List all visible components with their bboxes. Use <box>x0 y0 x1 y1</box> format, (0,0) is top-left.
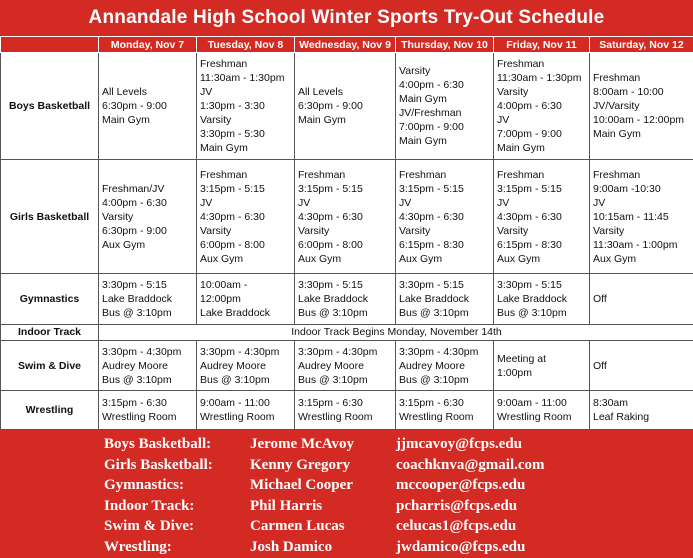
contact-row <box>0 455 693 476</box>
contact-row <box>0 516 693 537</box>
table-row <box>1 340 693 391</box>
contact-coach: Kenny Gregory <box>250 456 351 473</box>
schedule-cell: 3:30pm - 4:30pm Audrey Moore Bus @ 3:10pm <box>99 340 197 391</box>
sport-label: Boys Basketball <box>1 53 99 160</box>
sport-label: Girls Basketball <box>1 160 99 274</box>
schedule-cell: Freshman 8:00am - 10:00 JV/Varsity 10:00am - 12:00pm Main Gym <box>590 53 693 160</box>
contact-sport: Swim & Dive: <box>104 518 194 534</box>
schedule-cell: 3:15pm - 6:30 Wrestling Room <box>396 391 494 430</box>
contact-coach: Carmen Lucas <box>250 518 345 534</box>
contact-email: coachknva@gmail.com <box>396 456 545 473</box>
day-header: Thursday, Nov 10 <box>396 37 494 53</box>
contact-coach: Jerome McAvoy <box>250 436 354 452</box>
schedule-cell: Varsity 4:00pm - 6:30 Main Gym JV/Freshman 7:00pm - 9:00 Main Gym <box>396 53 494 160</box>
day-header: Friday, Nov 11 <box>494 37 590 53</box>
schedule-cell: 3:30pm - 5:15 Lake Braddock Bus @ 3:10pm <box>295 273 396 324</box>
contact-coach: Michael Cooper <box>250 477 353 493</box>
sport-label: Wrestling <box>1 391 99 430</box>
contact-row <box>0 537 693 558</box>
contact-coach: Phil Harris <box>250 497 323 514</box>
schedule-cell: 3:30pm - 4:30pm Audrey Moore Bus @ 3:10pm <box>295 340 396 391</box>
contact-sport: Indoor Track: <box>104 497 195 514</box>
schedule-cell: 3:15pm - 6:30 Wrestling Room <box>99 391 197 430</box>
schedule-cell: Freshman/JV 4:00pm - 6:30 Varsity 6:30pm - 9:00 Aux Gym <box>99 160 197 274</box>
schedule-cell: 3:30pm - 5:15 Lake Braddock Bus @ 3:10pm <box>396 273 494 324</box>
header-row <box>1 37 693 53</box>
table-row <box>1 160 693 274</box>
table-row <box>1 273 693 324</box>
schedule-cell: All Levels 6:30pm - 9:00 Main Gym <box>99 53 197 160</box>
schedule-cell: 10:00am - 12:00pm Lake Braddock <box>197 273 295 324</box>
coach-contacts <box>0 430 693 558</box>
table-row <box>1 324 693 340</box>
schedule-cell: Meeting at 1:00pm <box>494 340 590 391</box>
contact-email: celucas1@fcps.edu <box>396 518 517 534</box>
day-header: Saturday, Nov 12 <box>590 37 693 53</box>
schedule-cell: 3:30pm - 4:30pm Audrey Moore Bus @ 3:10pm <box>396 340 494 391</box>
contact-email: mccooper@fcps.edu <box>396 477 526 493</box>
schedule-cell: Freshman 3:15pm - 5:15 JV 4:30pm - 6:30 Varsity 6:15pm - 8:30 Aux Gym <box>494 160 590 274</box>
schedule-cell: 9:00am - 11:00 Wrestling Room <box>197 391 295 430</box>
schedule-cell: Freshman 11:30am - 1:30pm JV 1:30pm - 3:30 Varsity 3:30pm - 5:30 Main Gym <box>197 53 295 160</box>
schedule-cell: 3:30pm - 5:15 Lake Braddock Bus @ 3:10pm <box>99 273 197 324</box>
sport-label: Indoor Track <box>1 324 99 340</box>
contact-coach: Josh Damico <box>250 538 333 555</box>
schedule-cell: 8:30am Leaf Raking <box>590 391 693 430</box>
schedule-note: Indoor Track Begins Monday, November 14th <box>99 324 693 340</box>
contact-row <box>0 434 693 455</box>
schedule-cell: All Levels 6:30pm - 9:00 Main Gym <box>295 53 396 160</box>
page-title: Annandale High School Winter Sports Try-Out Schedule <box>0 0 693 36</box>
contact-row <box>0 496 693 517</box>
schedule-cell: Freshman 3:15pm - 5:15 JV 4:30pm - 6:30 Varsity 6:00pm - 8:00 Aux Gym <box>295 160 396 274</box>
schedule-cell: Freshman 3:15pm - 5:15 JV 4:30pm - 6:30 Varsity 6:00pm - 8:00 Aux Gym <box>197 160 295 274</box>
day-header: Tuesday, Nov 8 <box>197 37 295 53</box>
schedule-cell: Off <box>590 273 693 324</box>
contact-email: jwdamico@fcps.edu <box>396 538 526 555</box>
schedule-cell: Freshman 9:00am -10:30 JV 10:15am - 11:45 Varsity 11:30am - 1:00pm Aux Gym <box>590 160 693 274</box>
schedule-cell: 3:30pm - 5:15 Lake Braddock Bus @ 3:10pm <box>494 273 590 324</box>
contact-sport: Gymnastics: <box>104 477 184 493</box>
sport-label: Swim & Dive <box>1 340 99 391</box>
day-header: Wednesday, Nov 9 <box>295 37 396 53</box>
schedule-cell: Off <box>590 340 693 391</box>
header-corner <box>1 37 99 53</box>
schedule-cell: 3:30pm - 4:30pm Audrey Moore Bus @ 3:10pm <box>197 340 295 391</box>
day-header: Monday, Nov 7 <box>99 37 197 53</box>
contact-sport: Boys Basketball: <box>104 436 212 452</box>
schedule-cell: 9:00am - 11:00 Wrestling Room <box>494 391 590 430</box>
sport-label: Gymnastics <box>1 273 99 324</box>
schedule-cell: 3:15pm - 6:30 Wrestling Room <box>295 391 396 430</box>
table-row <box>1 391 693 430</box>
schedule-table <box>0 36 693 430</box>
schedule-cell: Freshman 3:15pm - 5:15 JV 4:30pm - 6:30 Varsity 6:15pm - 8:30 Aux Gym <box>396 160 494 274</box>
contact-sport: Wrestling: <box>104 538 172 555</box>
schedule-cell: Freshman 11:30am - 1:30pm Varsity 4:00pm - 6:30 JV 7:00pm - 9:00 Main Gym <box>494 53 590 160</box>
table-row <box>1 53 693 160</box>
contact-sport: Girls Basketball: <box>104 456 213 473</box>
contact-row <box>0 475 693 496</box>
contact-email: jjmcavoy@fcps.edu <box>396 436 523 452</box>
contact-email: pcharris@fcps.edu <box>396 497 518 514</box>
